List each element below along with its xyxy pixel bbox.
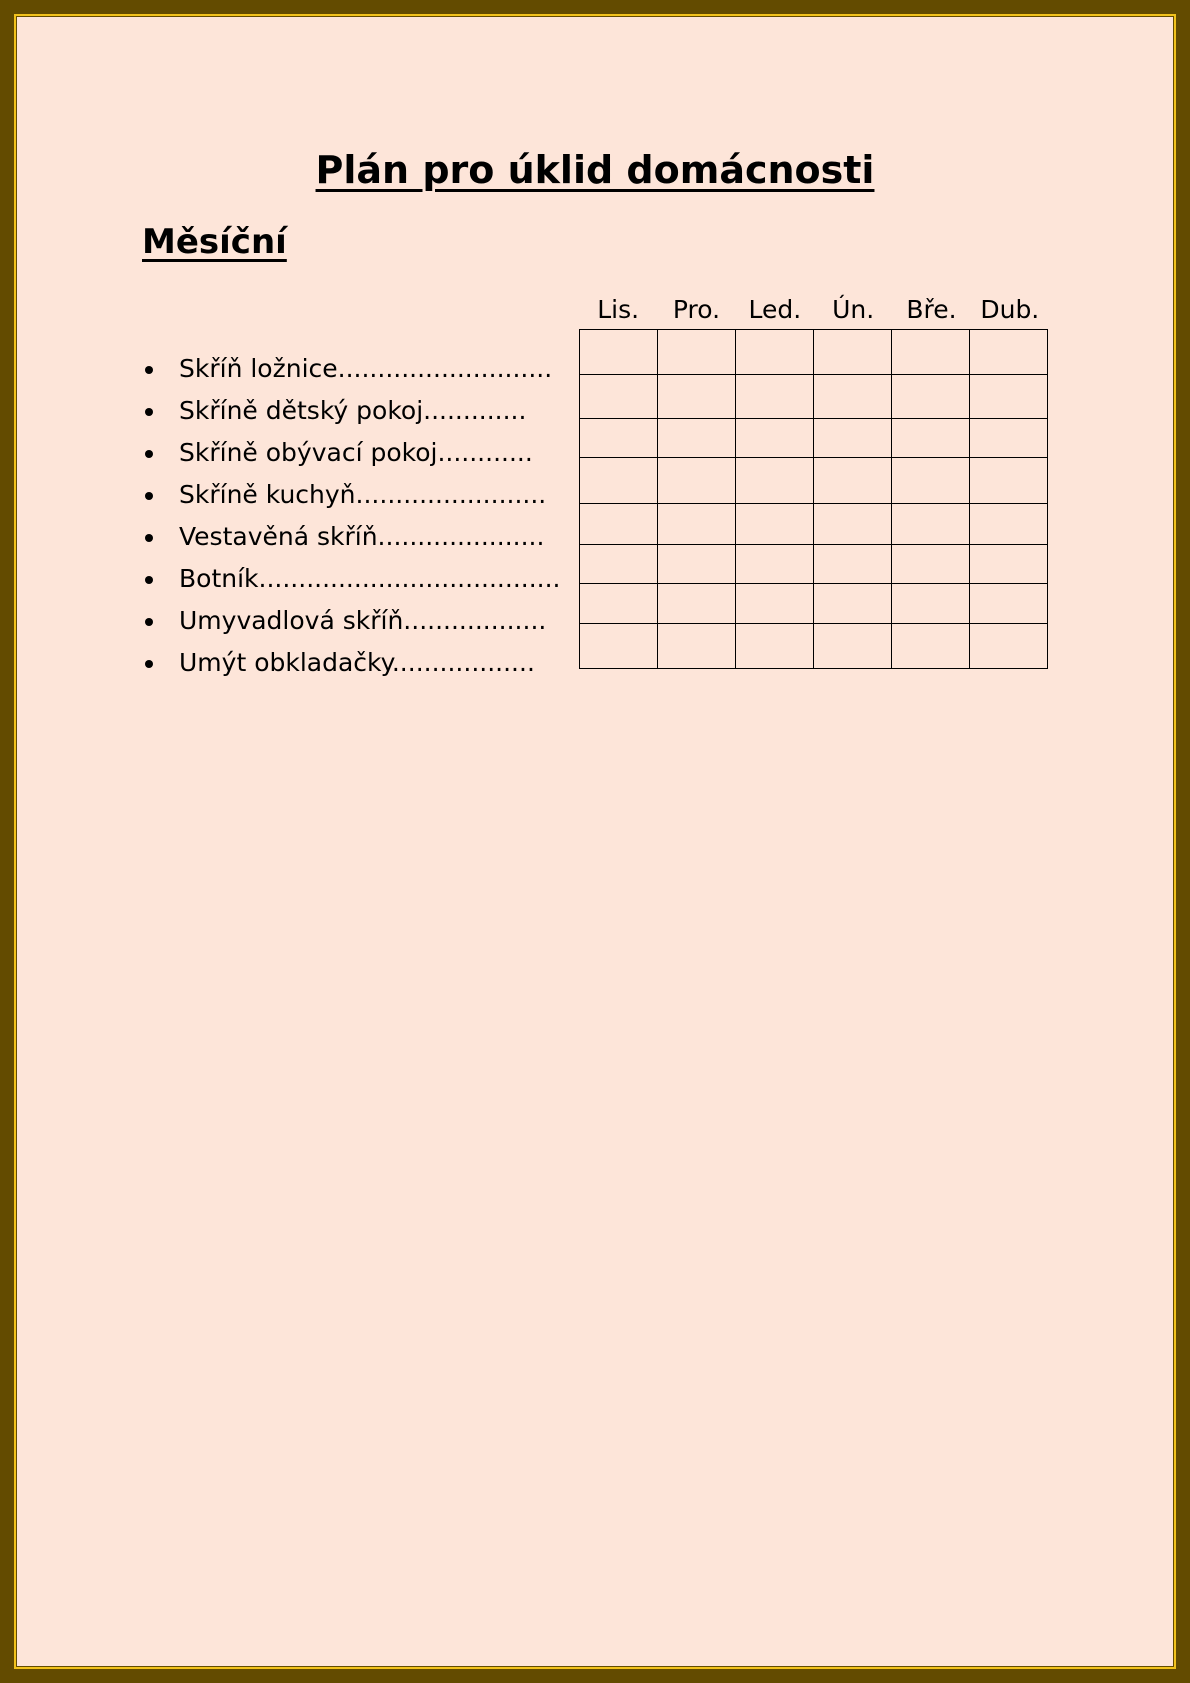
grid-row (580, 545, 1048, 584)
paper (17, 17, 1173, 1666)
grid-row (580, 624, 1048, 669)
grid-cell[interactable] (892, 504, 970, 545)
grid-row (580, 584, 1048, 624)
grid-cell[interactable] (736, 330, 814, 375)
grid-cell[interactable] (970, 624, 1048, 669)
grid-cell[interactable] (580, 375, 658, 419)
grid-cell[interactable] (580, 330, 658, 375)
grid-cell[interactable] (736, 584, 814, 624)
grid-cell[interactable] (658, 584, 736, 624)
task-item: Skříně obývací pokoj............ (142, 432, 561, 474)
grid-cell[interactable] (892, 624, 970, 669)
grid-cell[interactable] (814, 458, 892, 504)
task-list (142, 348, 561, 684)
grid-cell[interactable] (970, 504, 1048, 545)
grid-cell[interactable] (892, 545, 970, 584)
grid-cell[interactable] (658, 375, 736, 419)
month-header: Dub. (980, 295, 1040, 324)
month-header: Led. (748, 295, 802, 324)
grid-row (580, 419, 1048, 458)
grid-cell[interactable] (970, 545, 1048, 584)
month-headers (579, 292, 1049, 328)
grid-cell[interactable] (970, 375, 1048, 419)
grid-cell[interactable] (580, 419, 658, 458)
grid-cell[interactable] (580, 458, 658, 504)
grid-cell[interactable] (970, 458, 1048, 504)
grid-cell[interactable] (814, 375, 892, 419)
grid-cell[interactable] (658, 504, 736, 545)
task-item: Vestavěná skříň..................... (142, 516, 561, 558)
grid-row (580, 330, 1048, 375)
grid-cell[interactable] (736, 545, 814, 584)
task-item: Umyvadlová skříň.................. (142, 600, 561, 642)
grid-row (580, 375, 1048, 419)
grid-cell[interactable] (814, 330, 892, 375)
grid-row (580, 458, 1048, 504)
grid-cell[interactable] (814, 419, 892, 458)
grid-cell[interactable] (658, 330, 736, 375)
grid-cell[interactable] (736, 458, 814, 504)
month-header: Bře. (906, 295, 957, 324)
section-heading: Měsíční (142, 222, 287, 262)
grid-cell[interactable] (892, 458, 970, 504)
grid-cell[interactable] (580, 584, 658, 624)
grid-cell[interactable] (580, 504, 658, 545)
grid-cell[interactable] (658, 624, 736, 669)
grid-cell[interactable] (814, 504, 892, 545)
page-title: Plán pro úklid domácnosti (315, 148, 875, 192)
month-header: Lis. (597, 295, 640, 324)
grid-cell[interactable] (736, 375, 814, 419)
grid-cell[interactable] (580, 624, 658, 669)
grid-cell[interactable] (892, 419, 970, 458)
month-header: Pro. (672, 295, 721, 324)
task-item: Skříně dětský pokoj............. (142, 390, 561, 432)
grid-cell[interactable] (814, 624, 892, 669)
task-item: Skříně kuchyň........................ (142, 474, 561, 516)
grid-cell[interactable] (580, 545, 658, 584)
grid-cell[interactable] (970, 584, 1048, 624)
grid-cell[interactable] (892, 375, 970, 419)
task-item: Skříň ložnice........................... (142, 348, 561, 390)
grid-cell[interactable] (970, 419, 1048, 458)
grid-cell[interactable] (658, 545, 736, 584)
grid-cell[interactable] (814, 545, 892, 584)
grid-cell[interactable] (658, 419, 736, 458)
grid-cell[interactable] (892, 584, 970, 624)
month-header: Ún. (832, 295, 875, 324)
grid-cell[interactable] (658, 458, 736, 504)
grid-cell[interactable] (892, 330, 970, 375)
grid-row (580, 504, 1048, 545)
grid-cell[interactable] (736, 504, 814, 545)
checklist-grid (579, 329, 1048, 669)
task-item: Botník...................................... (142, 558, 561, 600)
grid-cell[interactable] (814, 584, 892, 624)
task-item: Umýt obkladačky.................. (142, 642, 561, 684)
grid-cell[interactable] (736, 624, 814, 669)
grid-cell[interactable] (736, 419, 814, 458)
grid-cell[interactable] (970, 330, 1048, 375)
